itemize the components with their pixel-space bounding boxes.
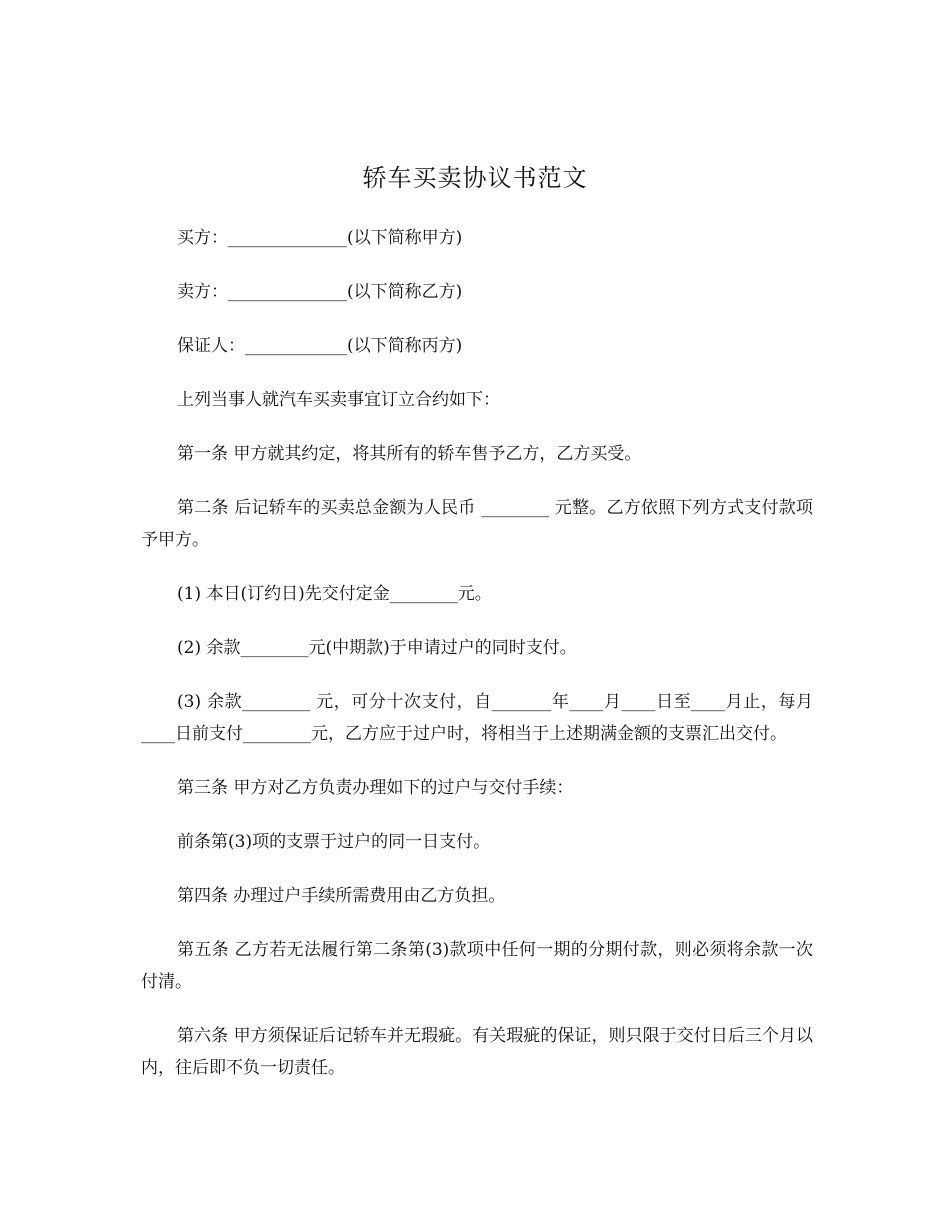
article-2-item-2: (2) 余款________元(中期款)于申请过户的同时支付。 (177, 638, 577, 658)
article-2-item-1: (1) 本日(订约日)先交付定金________元。 (177, 584, 492, 604)
article-2: 第二条 后记轿车的买卖总金额为人民币 ________ 元整。乙方依照下列方式支付款项予甲方。 (141, 498, 813, 550)
seller-line: 卖方：______________(以下简称乙方) (177, 282, 463, 302)
article-3-note: 前条第(3)项的支票于过户的同一日支付。 (177, 832, 491, 852)
article-3: 第三条 甲方对乙方负责办理如下的过户与交付手续： (177, 778, 574, 798)
article-4: 第四条 办理过户手续所需费用由乙方负担。 (177, 886, 506, 906)
article-6: 第六条 甲方须保证后记轿车并无瑕疵。有关瑕疵的保证，则只限于交付日后三个月以内，往后即不负一切责任。 (141, 1026, 813, 1078)
article-1: 第一条 甲方就其约定，将其所有的轿车售予乙方，乙方买受。 (177, 444, 642, 464)
document-body (141, 222, 813, 1106)
article-2-item-3: (3) 余款________ 元，可分十次支付，自_______年____月____日至____月止，每月____日前支付________元，乙方应于过户时，将相当于上述期满金额的支票汇出交付。 (141, 692, 813, 744)
buyer-line: 买方：______________(以下简称甲方) (177, 228, 463, 248)
document-title: 轿车买卖协议书范文 (362, 164, 588, 192)
guarantor-line: 保证人：____________(以下简称丙方) (177, 336, 463, 356)
article-5: 第五条 乙方若无法履行第二条第(3)款项中任何一期的分期付款，则必须将余款一次付清。 (141, 940, 813, 992)
preamble: 上列当事人就汽车买卖事宜订立合约如下： (177, 390, 500, 410)
